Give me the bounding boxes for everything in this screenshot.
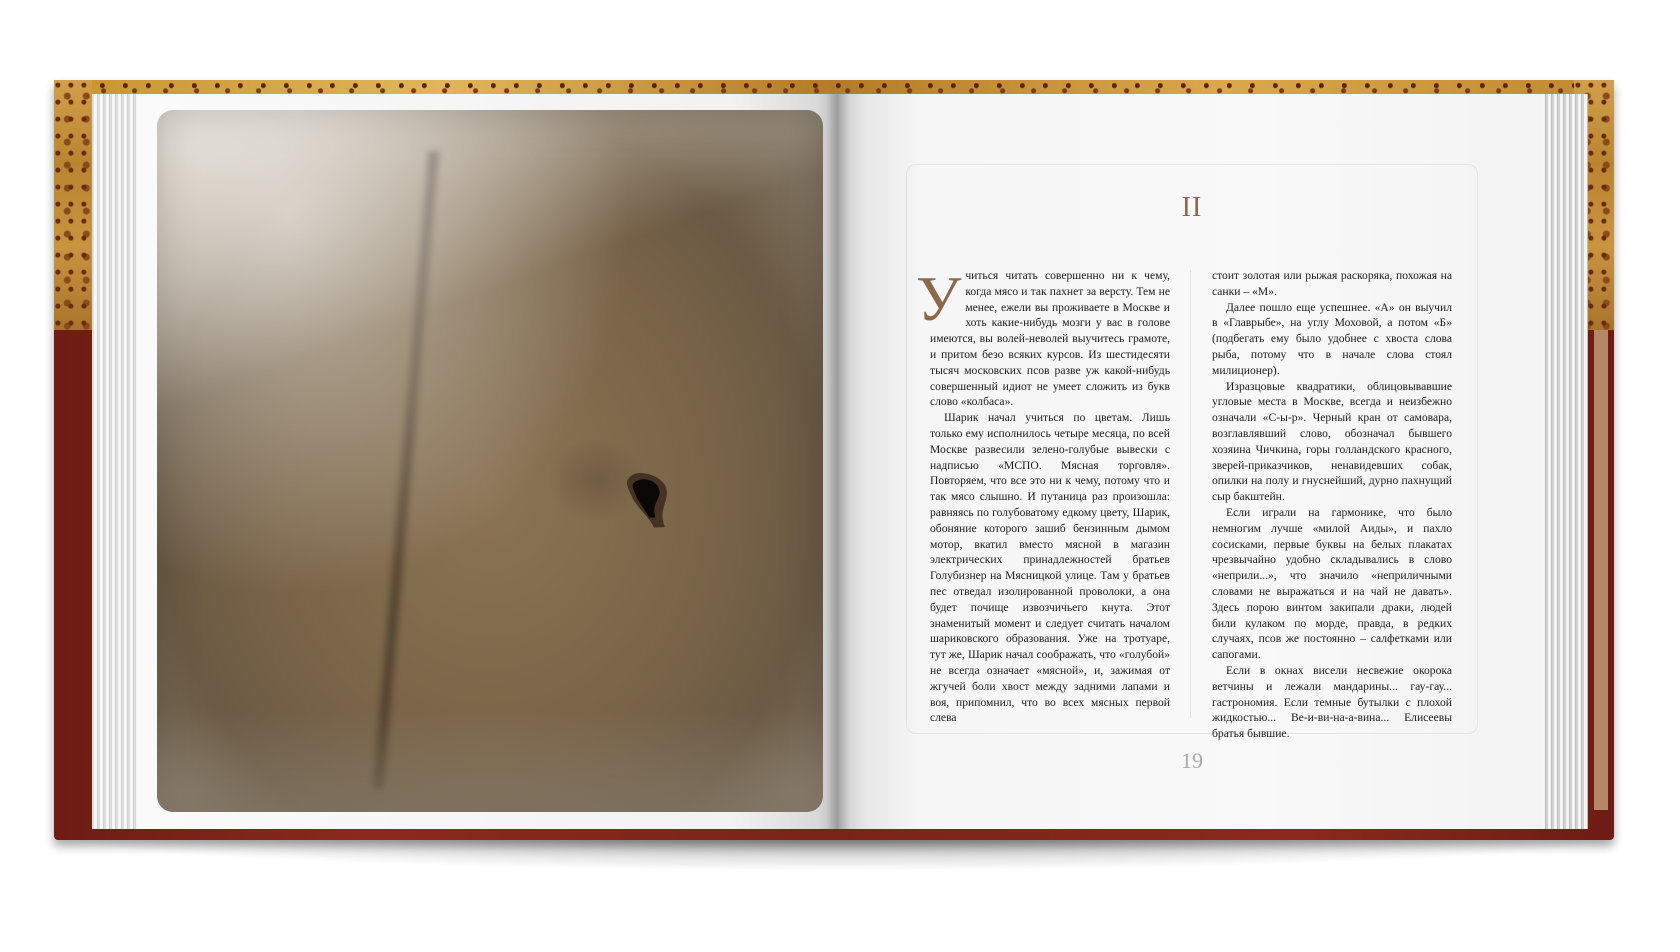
book-gutter <box>826 94 850 829</box>
cover-edge-right <box>1594 330 1608 810</box>
page-stack-right <box>1540 94 1588 829</box>
paragraph: Шарик начал учиться по цветам. Лишь только ему исполнилось четыре месяца, по всей Москве развесили зелено-голубые вывески с надписью «МСПО. Мясная торговля». Повторяем, что все это ни к чему, потому что и так мясо слышно. И путаница раз произошла: равняясь по голубоватому едкому цвету, Шарик, обоняние которого зашиб бензинным дымом мотор, вкатил вместо мясной в магазин электрических принадлежностей братьев Голубизнер на Мясницкой улице. Там у братьев пес отведал изолированной проволоки, а она будет почище извозчичьего кнута. Этот знаменитый момент и следует считать началом шариковского образования. Уже на тротуаре, тут же, Шарик начал соображать, что «голубой» не всегда означает «мясной», и, зажимая от жгучей боли хвост между задними лапами и воя, припомнил, что во всех мясных первой слева <box>930 411 1170 725</box>
paragraph: Если играли на гармонике, что было немногим лучше «милой Аиды», и пахло сосисками, первые буквы на белых плакатах чрезвычайно удобно складывались в слово «неприли...», что значило «неприличными словами не выражаться и на чай не давать». Здесь порою винтом закипали драки, людей били кулаком по морде, правда, в редких случаях, псов же постоянно – салфетками или сапогами. <box>1212 505 1452 662</box>
photo-haze <box>157 110 823 812</box>
paragraph <box>916 263 1170 410</box>
drop-cap: У <box>916 263 962 334</box>
text-column-right <box>1212 268 1452 742</box>
column-divider <box>1190 270 1191 718</box>
page-stack-left <box>92 94 142 829</box>
chapter-numeral: II <box>1181 192 1203 223</box>
paragraph: стоит золотая или рыжая раскоряка, похожая на санки – «М». <box>1212 269 1452 298</box>
text-column-left <box>916 263 1170 726</box>
paragraph: Если в окнах висели несвежие окорока ветчины и лежали мандарины... гау-гау... гастрономия. Если темные бутылки с плохой жидкостью... Ве-и-ви-на-а-вина... Елисеевы братья бывшие. <box>1212 663 1452 741</box>
paragraph: Далее пошло еще успешнее. «А» он выучил в «Главрыбе», на углу Моховой, а потом «Б» (подбегать ему было удобнее с хвоста слова рыба, потому что в начале слова стоял милиционер). <box>1212 300 1452 377</box>
page-number: 19 <box>1181 748 1203 773</box>
cover-marble-corner-left <box>54 80 92 330</box>
paragraph: Изразцовые квадратики, облицовывавшие угловые места в Москве, всегда и неизбежно означали «С-ы-р». Черный кран от самовара, возглавлявший слово, обозначал бывшего хозяина Чичкина, горы голландского красного, зверей-приказчиков, ненавидевших собак, опилки на полу и гнуснейший, дурно пахнущий сыр бакштейн. <box>1212 379 1452 504</box>
photo-bottom-fade <box>157 710 823 812</box>
sepia-photograph <box>157 110 823 812</box>
paragraph-text: читься читать совершенно ни к чему, когда мясо и так пахнет за версту. Тем не менее, ежели вы проживаете в Москве и хоть какие-нибудь мозги у вас в голове имеются, вы волей-неволей выучитесь грамоте, и притом безо всяких курсов. Из шестидесяти тысяч московских псов разве уж какой-нибудь совершенный идиот не умеет сложить из букв слово «колбаса». <box>930 269 1170 409</box>
